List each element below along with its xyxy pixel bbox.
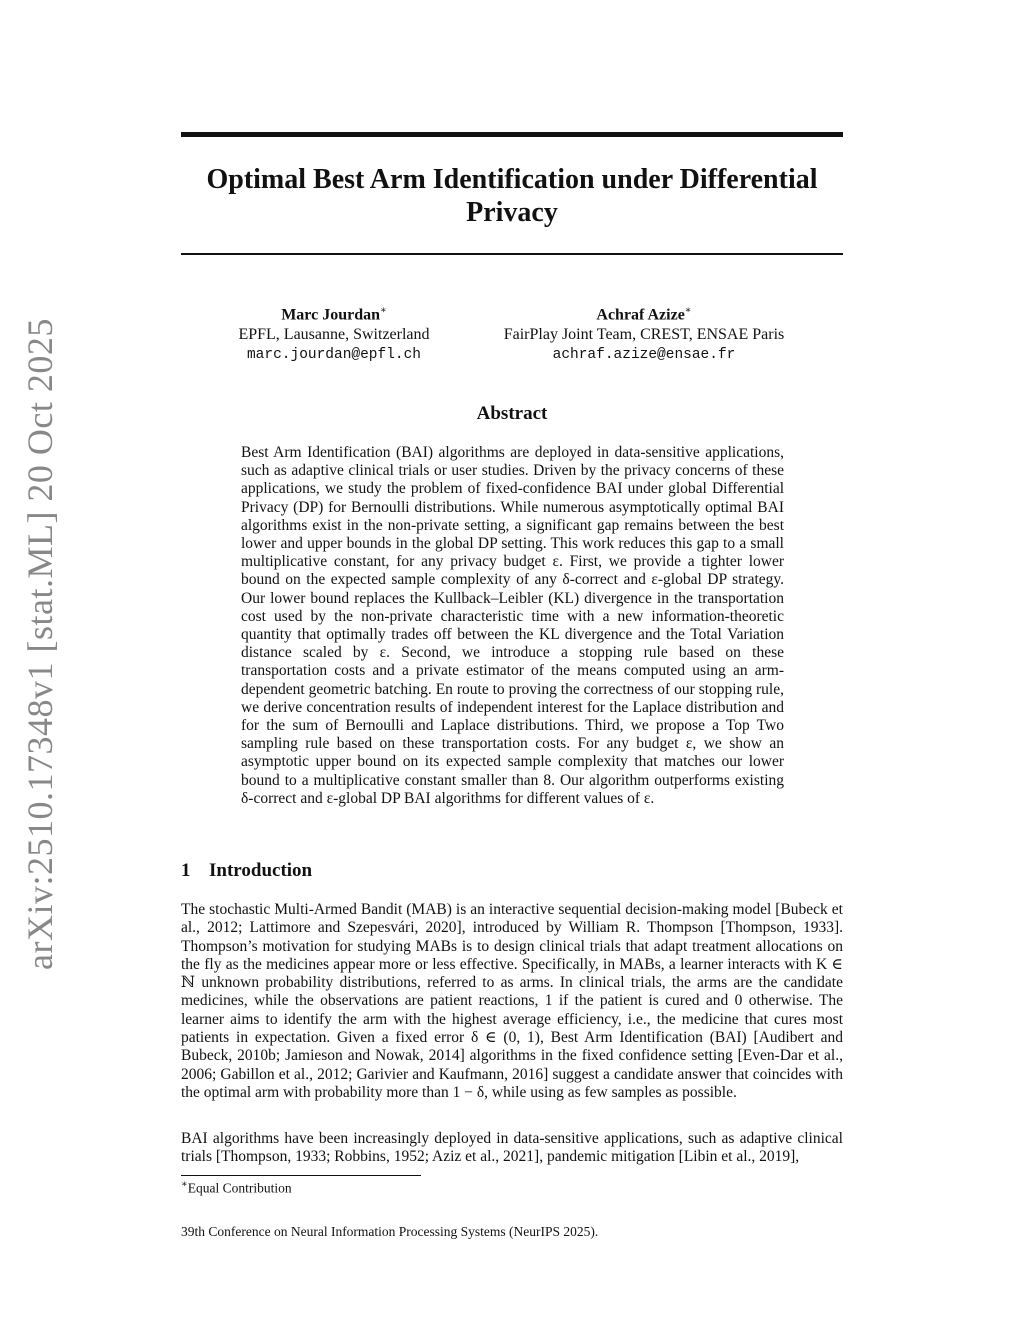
conference-footer: 39th Conference on Neural Information Processing Systems (NeurIPS 2025). <box>181 1224 599 1239</box>
abstract-heading: Abstract <box>476 403 548 424</box>
title-rule-bottom <box>181 253 843 255</box>
paragraph-1: The stochastic Multi-Armed Bandit (MAB) is an interactive sequential decision-making model [Bubeck et al., 2012; Lattimore and Szepesvári, 2020], introduced by William R. Thompson [Thompson, 1933]. Thompson’s motivation for studying MABs is to design clinical trials that adapt treatment allocations on the fly as the medicines appear more or less effective. Specifically, in MABs, a learner interacts with K ∈ ℕ unknown probability distributions, referred to as arms. In clinical trials, the arms are the candidate medicines, while the observations are patient reactions, 1 if the patient is cured and 0 otherwise. The learner aims to identify the arm with the highest average efficiency, i.e., the medicine that cures most patients in expectation. Given a fixed error δ ∈ (0, 1), Best Arm Identification (BAI) [Audibert and Bubeck, 2010b; Jamieson and Nowak, 2014] algorithms in the fixed confidence setting [Even-Dar et al., 2006; Gabillon et al., 2012; Garivier and Kaufmann, 2016] suggest a candidate answer that coincides with the optimal arm with probability more than 1 − δ, while using as few samples as possible. <box>181 901 843 1101</box>
author-2-email: achraf.azize@ensae.fr <box>552 347 736 364</box>
abstract-text: Best Arm Identification (BAI) algorithms are deployed in data-sensitive applications, such as adaptive clinical trials or user studies. Driven by the privacy concerns of these applications, we study the problem of fixed-confidence BAI under global Differential Privacy (DP) for Bernoulli distributions. While numerous asymptotically optimal BAI algorithms exist in the non-private setting, a significant gap remains between the best lower and upper bounds in the global DP setting. This work reduces this gap to a small multiplicative constant, for any privacy budget ε. First, we provide a tighter lower bound on the expected sample complexity of any δ-correct and ε-global DP strategy. Our lower bound replaces the Kullback–Leibler (KL) divergence in the transportation cost used by the non-private characteristic time with a new information-theoretic quantity that optimally trades off between the KL divergence and the Total Variation distance scaled by ε. Second, we introduce a stopping rule based on these transportation costs and a private estimator of the means computed using an arm-dependent geometric batching. En route to proving the correctness of our stopping rule, we derive concentration results of independent interest for the Laplace distribution and for the sum of Bernoulli and Laplace distributions. Third, we propose a Top Two sampling rule based on these transportation costs. For any budget ε, we show an asymptotic upper bound on its expected sample complexity that matches our lower bound to a multiplicative constant smaller than 8. Our algorithm outperforms existing δ-correct and ε-global DP BAI algorithms for different values of ε. <box>241 444 784 807</box>
footnote-rule <box>181 1175 421 1176</box>
footnote-text: Equal Contribution <box>187 1180 292 1196</box>
author-2-mark: ∗ <box>684 305 692 316</box>
paragraph-2: BAI algorithms have been increasingly deployed in data-sensitive applications, such as adaptive clinical trials [Thompson, 1933; Robbins, 1952; Aziz et al., 2021], pandemic mitigation [Libin et al., 2019], <box>181 1130 843 1166</box>
footnote-mark: ∗ <box>181 1179 188 1190</box>
section-title: Introduction <box>209 860 313 881</box>
author-1-affiliation: EPFL, Lausanne, Switzerland <box>238 326 430 344</box>
author-2-name: Achraf Azize∗ <box>596 305 692 324</box>
author-1-email: marc.jourdan@epfl.ch <box>246 347 422 364</box>
title-rule-top <box>181 132 843 137</box>
section-number: 1 <box>181 860 191 881</box>
author-1 <box>169 301 499 365</box>
arxiv-stamp: arXiv:2510.17348v1 [stat.ML] 20 Oct 2025 <box>20 318 60 970</box>
section-heading <box>181 860 312 882</box>
author-2 <box>479 301 809 365</box>
paper-title: Optimal Best Arm Identification under Differential Privacy <box>206 164 818 228</box>
author-2-affiliation: FairPlay Joint Team, CREST, ENSAE Paris <box>503 326 785 344</box>
footnote <box>181 1179 292 1197</box>
author-1-mark: ∗ <box>380 305 387 316</box>
author-1-name: Marc Jourdan∗ <box>281 305 387 324</box>
